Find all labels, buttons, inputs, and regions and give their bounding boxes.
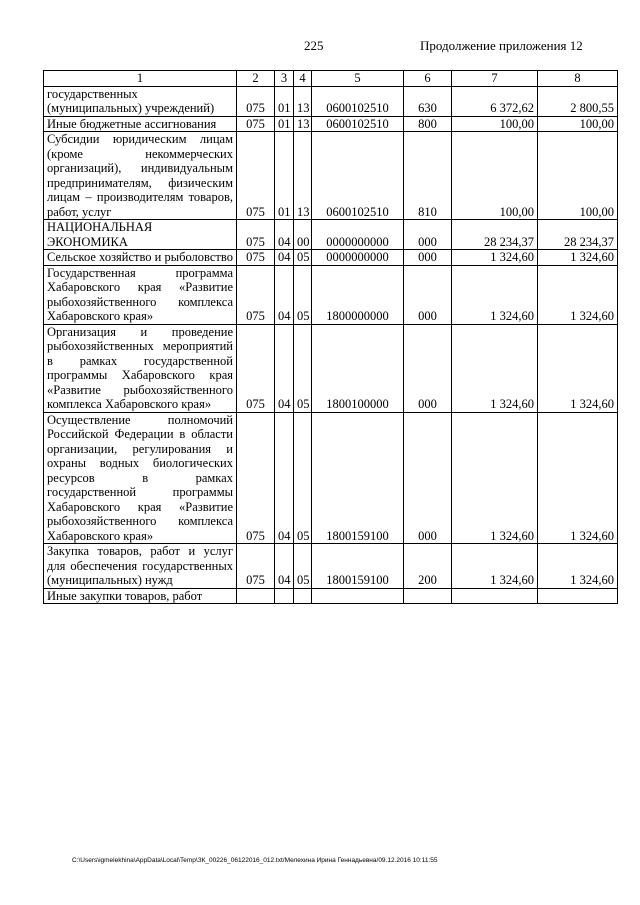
column-header: 7	[452, 71, 538, 87]
cell-target-code: 0600102510	[312, 116, 404, 132]
table-body	[44, 71, 618, 604]
cell-ministry: 075	[237, 220, 275, 250]
cell-ministry: 075	[237, 250, 275, 266]
table-header-row	[44, 71, 618, 87]
cell-target-code: 1800000000	[312, 265, 404, 324]
column-header: 3	[275, 71, 294, 87]
cell-target-code: 0000000000	[312, 220, 404, 250]
cell-expense-type: 000	[404, 220, 452, 250]
cell-ministry: 075	[237, 132, 275, 220]
page-number: 225	[304, 38, 324, 53]
cell-target-code: 1800159100	[312, 544, 404, 589]
cell-ministry: 075	[237, 265, 275, 324]
row-name: НАЦИОНАЛЬНАЯ ЭКОНОМИКА	[44, 220, 237, 250]
cell-amount-2: 1 324,60	[538, 412, 618, 544]
cell-expense-type	[404, 588, 452, 604]
cell-section	[275, 588, 294, 604]
cell-subsection: 13	[294, 132, 312, 220]
table-row	[44, 250, 618, 266]
footer-file-path: C:\Users\igmelekhina\AppData\Local\Temp\ЗК_00226_06122016_012.txt/Мелехина Ирина Геннадьевна/09.12.2016 10:11:55	[72, 857, 438, 864]
cell-expense-type: 800	[404, 116, 452, 132]
cell-section: 04	[275, 250, 294, 266]
cell-target-code: 1800100000	[312, 324, 404, 412]
cell-ministry: 075	[237, 116, 275, 132]
cell-expense-type: 000	[404, 250, 452, 266]
cell-amount-1: 6 372,62	[452, 86, 538, 116]
table-row	[44, 324, 618, 412]
cell-amount-2: 1 324,60	[538, 250, 618, 266]
cell-section: 01	[275, 116, 294, 132]
table-row	[44, 116, 618, 132]
cell-amount-2: 1 324,60	[538, 265, 618, 324]
cell-subsection: 05	[294, 250, 312, 266]
cell-amount-1: 1 324,60	[452, 265, 538, 324]
cell-amount-2	[538, 588, 618, 604]
cell-ministry: 075	[237, 324, 275, 412]
row-name: Иные бюджетные ассигнования	[44, 116, 237, 132]
column-header: 2	[237, 71, 275, 87]
row-name: Государственная программа Хабаровского края «Развитие рыбохозяйственного комплекса Хабаровского края»	[44, 265, 237, 324]
cell-expense-type: 000	[404, 265, 452, 324]
column-header: 5	[312, 71, 404, 87]
cell-amount-2: 2 800,55	[538, 86, 618, 116]
cell-section: 01	[275, 132, 294, 220]
column-header: 1	[44, 71, 237, 87]
cell-expense-type: 000	[404, 412, 452, 544]
cell-target-code: 0600102510	[312, 132, 404, 220]
cell-ministry: 075	[237, 86, 275, 116]
cell-section: 04	[275, 324, 294, 412]
cell-target-code: 0000000000	[312, 250, 404, 266]
row-name: Закупка товаров, работ и услуг для обеспечения государственных (муниципальных) нужд	[44, 544, 237, 589]
table-row	[44, 544, 618, 589]
cell-ministry: 075	[237, 412, 275, 544]
cell-amount-1: 100,00	[452, 132, 538, 220]
cell-subsection: 00	[294, 220, 312, 250]
column-header: 6	[404, 71, 452, 87]
cell-amount-2: 1 324,60	[538, 324, 618, 412]
cell-subsection: 05	[294, 265, 312, 324]
cell-ministry: 075	[237, 544, 275, 589]
table-row	[44, 86, 618, 116]
column-header: 4	[294, 71, 312, 87]
cell-amount-2: 1 324,60	[538, 544, 618, 589]
cell-subsection	[294, 588, 312, 604]
budget-table	[43, 70, 618, 604]
cell-amount-2: 28 234,37	[538, 220, 618, 250]
table-row	[44, 265, 618, 324]
cell-section: 04	[275, 544, 294, 589]
row-name: государственных (муниципальных) учреждений)	[44, 86, 237, 116]
cell-subsection: 13	[294, 116, 312, 132]
cell-amount-1: 28 234,37	[452, 220, 538, 250]
cell-ministry	[237, 588, 275, 604]
column-header: 8	[538, 71, 618, 87]
cell-amount-1: 1 324,60	[452, 544, 538, 589]
cell-amount-1: 100,00	[452, 116, 538, 132]
cell-amount-1	[452, 588, 538, 604]
table-row	[44, 132, 618, 220]
continuation-label: Продолжение приложения 12	[420, 38, 583, 53]
row-name: Сельское хозяйство и рыболовство	[44, 250, 237, 266]
cell-section: 04	[275, 220, 294, 250]
cell-section: 01	[275, 86, 294, 116]
table-row	[44, 220, 618, 250]
cell-expense-type: 630	[404, 86, 452, 116]
cell-subsection: 05	[294, 324, 312, 412]
cell-expense-type: 810	[404, 132, 452, 220]
cell-section: 04	[275, 265, 294, 324]
cell-target-code: 1800159100	[312, 412, 404, 544]
cell-expense-type: 000	[404, 324, 452, 412]
cell-amount-2: 100,00	[538, 132, 618, 220]
table-row	[44, 588, 618, 604]
cell-subsection: 13	[294, 86, 312, 116]
row-name: Субсидии юридическим лицам (кроме некоммерческих организаций), индивидуальным предпринимателям, физическим лицам – производителям товаров, работ, услуг	[44, 132, 237, 220]
cell-expense-type: 200	[404, 544, 452, 589]
cell-subsection: 05	[294, 412, 312, 544]
cell-section: 04	[275, 412, 294, 544]
table-row	[44, 412, 618, 544]
cell-amount-2: 100,00	[538, 116, 618, 132]
cell-amount-1: 1 324,60	[452, 412, 538, 544]
cell-target-code	[312, 588, 404, 604]
cell-amount-1: 1 324,60	[452, 324, 538, 412]
row-name: Иные закупки товаров, работ	[44, 588, 237, 604]
row-name: Осуществление полномочий Российской Федерации в области организации, регулирования и охраны водных биологических ресурсов в рамках государственной программы Хабаровского края «Развитие рыбохозяйственного комплекса Хабаровского края»	[44, 412, 237, 544]
cell-subsection: 05	[294, 544, 312, 589]
cell-target-code: 0600102510	[312, 86, 404, 116]
cell-amount-1: 1 324,60	[452, 250, 538, 266]
row-name: Организация и проведение рыбохозяйственных мероприятий в рамках государственной программы Хабаровского края «Развитие рыбохозяйственного комплекса Хабаровского края»	[44, 324, 237, 412]
